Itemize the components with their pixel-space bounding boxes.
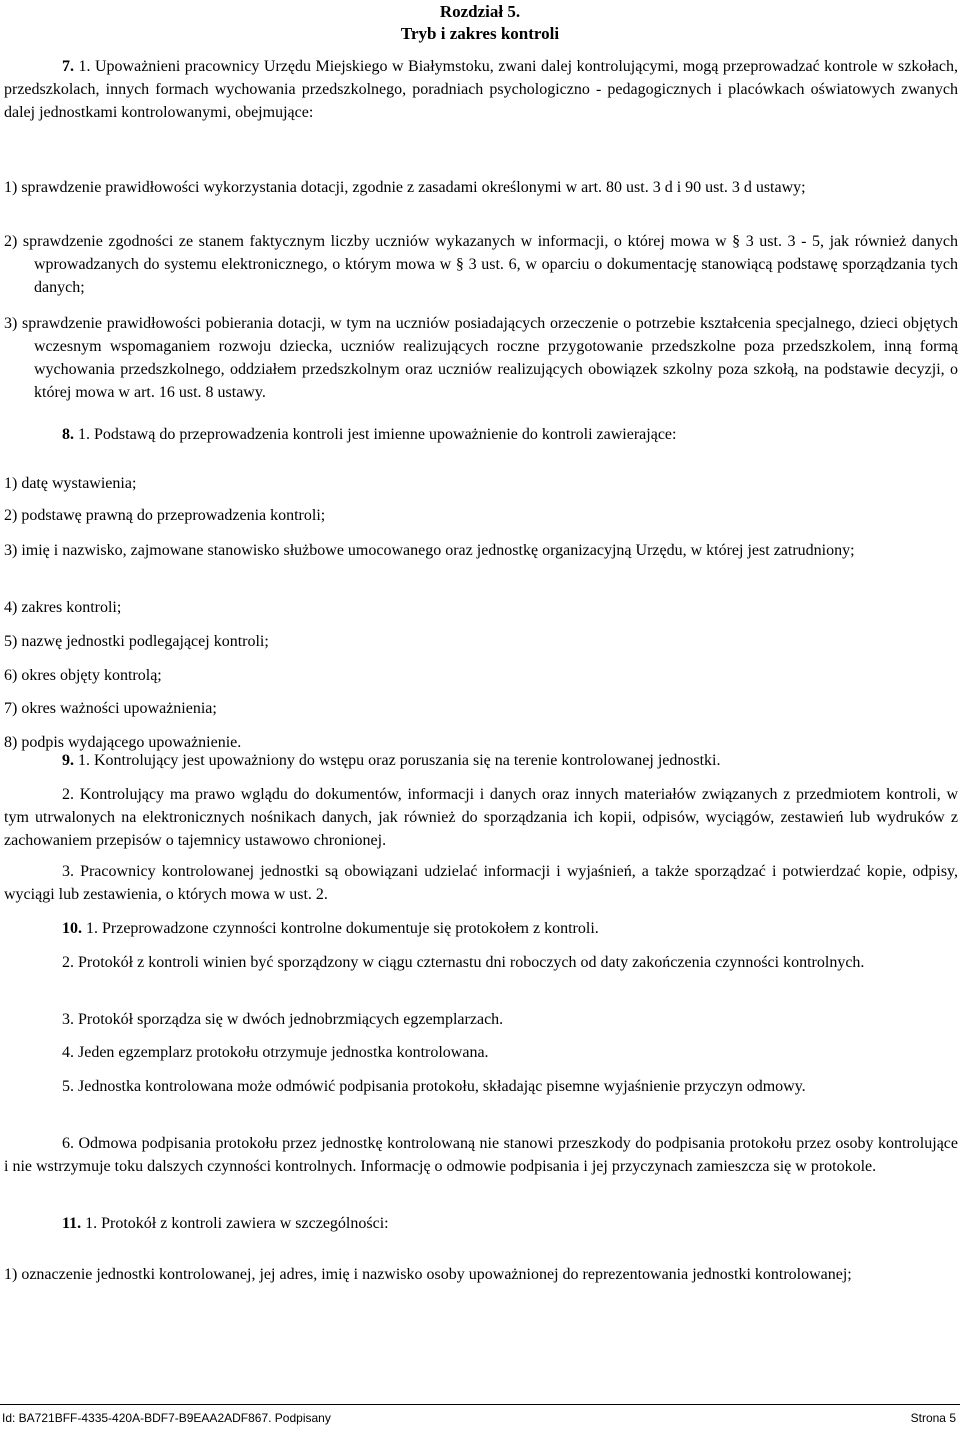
section-number: 11. — [62, 1215, 82, 1232]
paragraph-10-section-6: 6. Odmowa podpisania protokołu przez jednostkę kontrolowaną nie stanowi przeszkody do podpisania protokołu przez osoby kontrolujące i nie wstrzymuje toku dalszych czynności kontrolnych. Informację o odmowie podpisania i jej przyczynach zamieszcza się w protokole. — [4, 1135, 958, 1175]
paragraph-8-item-6: 6) okres objęty kontrolą; — [4, 667, 162, 684]
paragraph-8-item-8: 8) podpis wydającego upoważnienie. — [4, 734, 242, 751]
chapter-title: Rozdział 5. — [439, 2, 521, 21]
paragraph-8-item-2: 2) podstawę prawną do przeprowadzenia kontroli; — [4, 507, 326, 524]
paragraph-8-item-4: 4) zakres kontroli; — [4, 599, 122, 616]
section-number: 8. — [62, 426, 74, 443]
section-number: 9. — [62, 752, 74, 769]
paragraph-8-item-7: 7) okres ważności upoważnienia; — [4, 700, 217, 717]
paragraph-8-item-5: 5) nazwę jednostki podlegającej kontroli; — [4, 633, 269, 650]
section-number: 10. — [62, 920, 82, 937]
paragraph-10-section-1: 10. 1. Przeprowadzone czynności kontrolne dokumentuje się protokołem z kontroli. — [62, 920, 599, 937]
paragraph-7-intro: 7. 1. Upoważnieni pracownicy Urzędu Miejskiego w Białymstoku, zwani dalej kontrolującymi, mogą przeprowadzać kontrole w szkołach, przedszkolach, innych formach wychowania przedszkolnego, poradniach psychologiczno - pedagogicznych i placówkach oświatowych zwanych dalej jednostkami kontrolowanymi, obejmujące: — [4, 58, 959, 121]
paragraph-8-item-3: 3) imię i nazwisko, zajmowane stanowisko służbowe umocowanego oraz jednostkę organizacyjną Urzędu, w której jest zatrudniony; — [4, 542, 855, 559]
paragraph-11-item-1: 1) oznaczenie jednostki kontrolowanej, jej adres, imię i nazwisko osoby upoważnionej do reprezentowania jednostki kontrolowanej; — [4, 1266, 852, 1283]
paragraph-8-intro: 8. 1. Podstawą do przeprowadzenia kontroli jest imienne upoważnienie do kontroli zawierające: — [62, 426, 677, 443]
paragraph-8-item-1: 1) datę wystawienia; — [4, 475, 137, 492]
paragraph-10-section-5: 5. Jednostka kontrolowana może odmówić podpisania protokołu, składając pisemne wyjaśnienie przyczyn odmowy. — [62, 1078, 806, 1095]
paragraph-9-section-3: 3. Pracownicy kontrolowanej jednostki są obowiązani udzielać informacji i wyjaśnień, a także sporządzać i potwierdzać kopie, odpisy, wyciągi lub zestawienia, o których mowa w ust. 2. — [4, 863, 958, 903]
paragraph-10-section-3: 3. Protokół sporządza się w dwóch jednobrzmiących egzemplarzach. — [62, 1011, 504, 1028]
section-number: 7. — [62, 58, 74, 75]
document-id: Id: BA721BFF-4335-420A-BDF7-B9EAA2ADF867. Podpisany — [2, 1411, 331, 1425]
paragraph-9-section-2: 2. Kontrolujący ma prawo wglądu do dokumentów, informacji i danych oraz innych materiałów związanych z przedmiotem kontroli, w tym utrwalonych na elektronicznych nośnikach danych, jak również do sporządzania ich kopii, odpisów, wyciągów, zestawień lub wydruków z zachowaniem przepisów o tajemnicy ustawowo chronionej. — [4, 786, 958, 849]
paragraph-7-item-3: 3) sprawdzenie prawidłowości pobierania dotacji, w tym na uczniów posiadających orzeczenie o potrzebie kształcenia specjalnego, dzieci objętych wczesnym wspomaganiem rozwoju dziecka, uczniów realizujących roczne przygotowanie przedszkolne poza przedszkolem, inną formą wychowania przedszkolnego, oddziałem przedszkolnym oraz uczniów realizujących obowiązek szkolny poza szkołą, na podstawie decyzji, o której mowa w art. 16 ust. 8 ustawy. — [4, 315, 958, 401]
paragraph-7-item-1: 1) sprawdzenie prawidłowości wykorzystania dotacji, zgodnie z zasadami określonymi w art. 80 ust. 3 d i 90 ust. 3 d ustawy; — [4, 179, 806, 196]
paragraph-10-section-4: 4. Jeden egzemplarz protokołu otrzymuje jednostka kontrolowana. — [62, 1044, 489, 1061]
page-footer — [0, 1404, 960, 1429]
paragraph-9-section-1: 9. 1. Kontrolujący jest upoważniony do wstępu oraz poruszania się na terenie kontrolowanej jednostki. — [62, 752, 721, 769]
page-number: Strona 5 — [910, 1411, 956, 1425]
paragraph-10-section-2: 2. Protokół z kontroli winien być sporządzony w ciągu czternastu dni roboczych od daty zakończenia czynności kontrolnych. — [62, 954, 865, 971]
paragraph-7-item-2: 2) sprawdzenie zgodności ze stanem faktycznym liczby uczniów wykazanych w informacji, o której mowa w § 3 ust. 3 - 5, jak również danych wprowadzanych do systemu elektronicznego, o którym mowa w § 3 ust. 6, w oparciu o dokumentację stanowiącą podstawę sporządzania tych danych; — [4, 233, 958, 296]
chapter-subtitle: Tryb i zakres kontroli — [400, 24, 560, 43]
paragraph-11-intro: 11. 1. Protokół z kontroli zawiera w szczególności: — [62, 1215, 389, 1232]
